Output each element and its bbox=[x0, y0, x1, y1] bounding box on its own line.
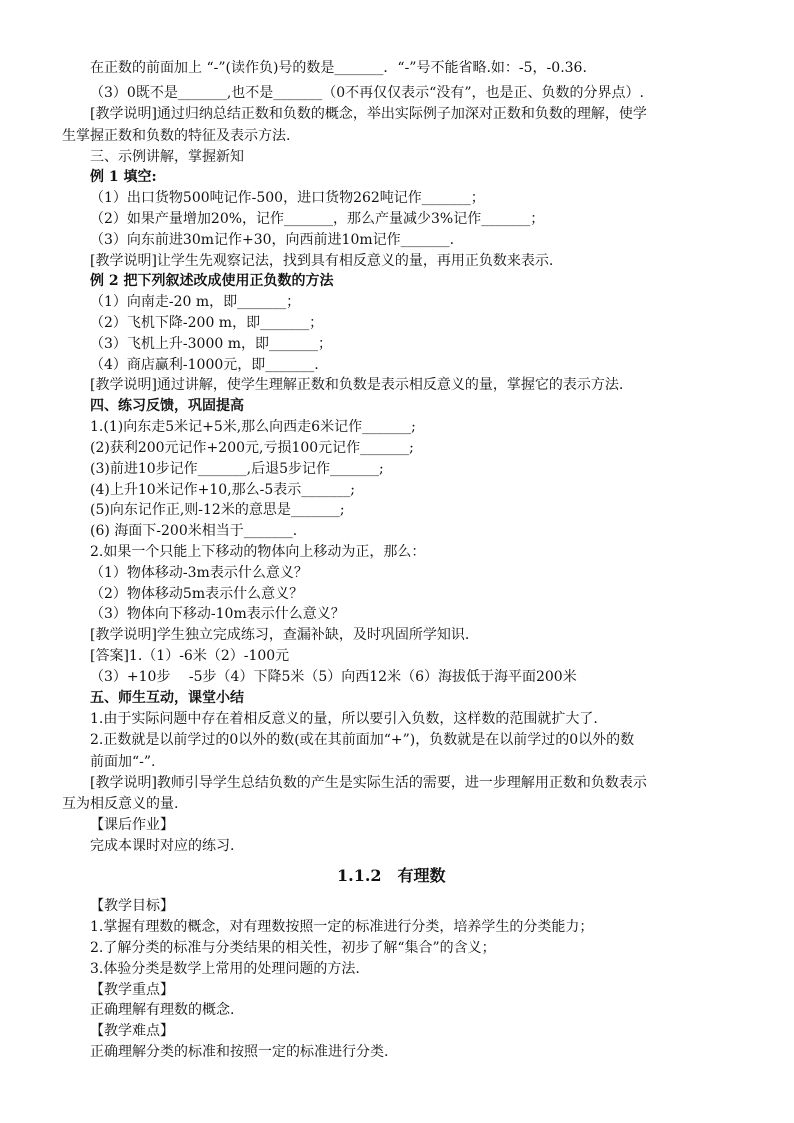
text-line: 互为相反意义的量. bbox=[62, 796, 179, 812]
text-line: （2）如果产量增加20%，记作_______，那么产量减少3%记作_______； bbox=[90, 211, 545, 227]
objectives-heading: 【教学目标】 bbox=[90, 898, 174, 914]
example-heading: 例 1 填空: bbox=[90, 169, 157, 185]
text-line: 正确理解分类的标准和按照一定的标准进行分类. bbox=[90, 1044, 389, 1060]
teaching-note: [教学说明]通过归纳总结正数和负数的概念，举出实际例子加深对正数和负数的理解，使学 bbox=[90, 106, 647, 122]
text-line: 正确理解有理数的概念. bbox=[90, 1002, 235, 1018]
teaching-note: [教学说明]通过讲解，使学生理解正数和负数是表示相反意义的量，掌握它的表示方法. bbox=[90, 377, 624, 393]
text-line: （3）0既不是_______,也不是_______（0不再仅仅表示“没有”，也是正、负数的分界点）. bbox=[90, 85, 644, 101]
text-line: 完成本课时对应的练习. bbox=[90, 838, 235, 854]
text-line: (5)向东记作正,则-12米的意思是_______; bbox=[90, 502, 345, 518]
text-line: (3)前进10步记作_______,后退5步记作_______; bbox=[90, 461, 384, 477]
text-line: （3）飞机上升-3000 m，即_______； bbox=[90, 336, 332, 352]
text-line: 2.如果一个只能上下移动的物体向上移动为正，那么： bbox=[90, 544, 426, 560]
teaching-note: [教学说明]学生独立完成练习，查漏补缺，及时巩固所学知识. bbox=[90, 627, 470, 643]
text-line: （3）向东前进30m记作+30，向西前进10m记作_______. bbox=[90, 232, 455, 248]
text-line: (4)上升10米记作+10,那么-5表示_______; bbox=[90, 482, 355, 498]
key-points-heading: 【教学重点】 bbox=[90, 982, 174, 998]
teaching-note: [教学说明]教师引导学生总结负数的产生是实际生活的需要，进一步理解用正数和负数表示 bbox=[90, 775, 647, 791]
text-line: 1.(1)向东走5米记+5米,那么向西走6米记作_______; bbox=[90, 419, 416, 435]
text-line: 2.了解分类的标准与分类结果的相关性，初步了解“集合”的含义； bbox=[90, 940, 496, 956]
text-line: 3.体验分类是数学上常用的处理问题的方法. bbox=[90, 961, 360, 977]
answer-line: （3）+10步 -5步（4）下降5米（5）向西12米（6）海拔低于海平面200米 bbox=[90, 669, 577, 685]
section-title: 1.1.2 有理数 bbox=[337, 866, 446, 885]
text-line: (2)获利200元记作+200元,亏损100元记作_______; bbox=[90, 440, 414, 456]
example-heading: 例 2 把下列叙述改成使用正负数的方法 bbox=[90, 273, 334, 289]
text-line: （1）物体移动-3m表示什么意义？ bbox=[90, 565, 308, 581]
text-line: （2）物体移动5m表示什么意义？ bbox=[90, 586, 304, 602]
section-heading: 三、示例讲解，掌握新知 bbox=[90, 149, 244, 165]
text-line: (6) 海面下-200米相当于_______. bbox=[90, 523, 298, 539]
text-line: 1.由于实际问题中存在着相反意义的量，所以要引入负数，这样数的范围就扩大了. bbox=[90, 711, 598, 727]
text-line: （4）商店赢利-1000元，即_______. bbox=[90, 357, 319, 373]
text-line: （1）出口货物500吨记作-500，进口货物262吨记作_______； bbox=[90, 190, 485, 206]
text-line: 生掌握正数和负数的特征及表示方法. bbox=[62, 128, 291, 144]
text-line: 在正数的前面加上 “-”(读作负)号的数是_______．“-”号不能省略.如：-5，-0.36. bbox=[90, 60, 587, 76]
section-heading: 四、练习反馈，巩固提高 bbox=[90, 398, 244, 414]
answer-line: [答案]1.（1）-6米（2）-100元 bbox=[90, 648, 290, 664]
difficulties-heading: 【教学难点】 bbox=[90, 1023, 174, 1039]
text-line: （1）向南走-20 m，即_______； bbox=[90, 294, 301, 310]
text-line: 1.掌握有理数的概念，对有理数按照一定的标准进行分类，培养学生的分类能力； bbox=[90, 919, 594, 935]
text-line: （3）物体向下移动-10m表示什么意义？ bbox=[90, 606, 345, 622]
teaching-note: [教学说明]让学生先观察记法，找到具有相反意义的量，再用正负数来表示. bbox=[90, 253, 554, 269]
homework-heading: 【课后作业】 bbox=[90, 817, 174, 833]
text-line: （2）飞机下降-200 m，即_______； bbox=[90, 315, 324, 331]
text-line: 前面加“-”. bbox=[90, 754, 156, 770]
text-line: 2.正数就是以前学过的0以外的数(或在其前面加“+”)，负数就是在以前学过的0以外的数 bbox=[90, 732, 635, 748]
section-heading: 五、师生互动，课堂小结 bbox=[90, 690, 244, 706]
